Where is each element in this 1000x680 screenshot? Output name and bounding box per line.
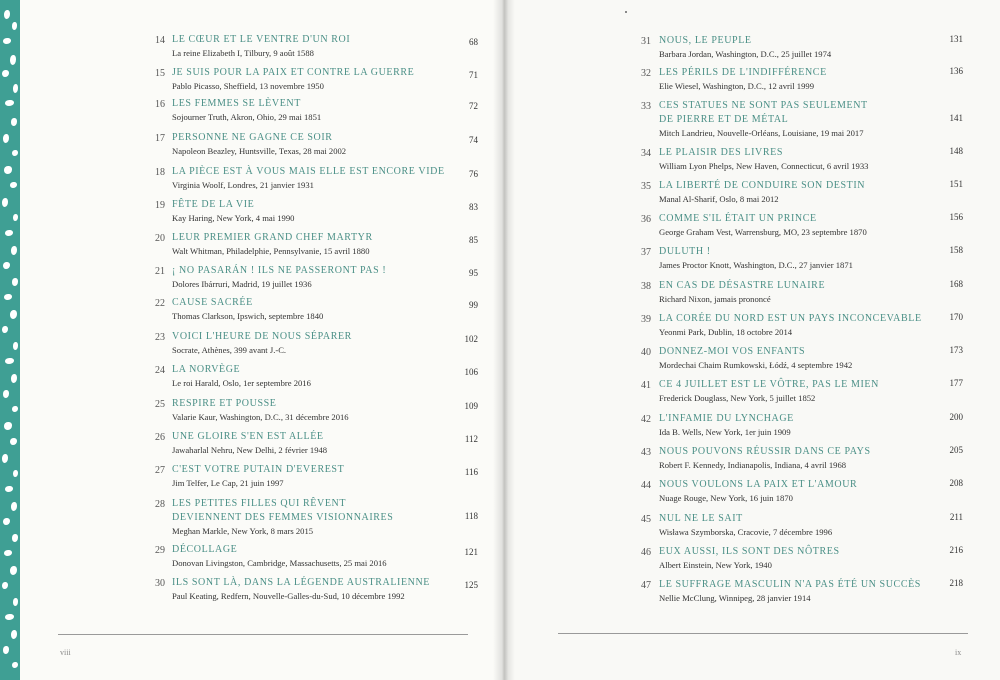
chapter-title: NOUS, LE PEUPLE xyxy=(659,35,752,46)
chapter-title: CE 4 JUILLET EST LE VÔTRE, PAS LE MIEN xyxy=(659,379,879,390)
page-number: 211 xyxy=(949,512,963,522)
chapter-number: 15 xyxy=(155,68,165,79)
chapter-number: 39 xyxy=(641,314,651,325)
chapter-number: 45 xyxy=(641,514,651,525)
pattern-blob xyxy=(11,374,17,383)
page-number: 116 xyxy=(464,467,478,477)
chapter-title: NOUS POUVONS RÉUSSIR DANS CE PAYS xyxy=(659,446,871,457)
chapter-title: LES PETITES FILLES QUI RÊVENT xyxy=(172,498,347,509)
pattern-blob xyxy=(11,246,17,255)
page-number: 168 xyxy=(949,279,963,289)
chapter-title: FÊTE DE LA VIE xyxy=(172,199,255,210)
chapter-title: LA NORVÈGE xyxy=(172,364,241,375)
chapter-number: 31 xyxy=(641,36,651,47)
page-number: 218 xyxy=(949,578,963,588)
pattern-blob xyxy=(11,118,17,126)
left-footer-rule xyxy=(58,634,468,635)
chapter-number: 18 xyxy=(155,167,165,178)
speaker-line: James Proctor Knott, Washington, D.C., 27 janvier 1871 xyxy=(659,260,853,270)
chapter-number: 41 xyxy=(641,380,651,391)
speaker-line: Jim Telfer, Le Cap, 21 juin 1997 xyxy=(172,478,284,488)
pattern-blob xyxy=(10,438,17,445)
chapter-number: 14 xyxy=(155,35,165,46)
chapter-title: JE SUIS POUR LA PAIX ET CONTRE LA GUERRE xyxy=(172,67,415,78)
chapter-title: LEUR PREMIER GRAND CHEF MARTYR xyxy=(172,232,373,243)
page-number: 208 xyxy=(949,478,963,488)
speaker-line: Virginia Woolf, Londres, 21 janvier 1931 xyxy=(172,180,314,190)
pattern-blob xyxy=(13,84,18,93)
page-number: 109 xyxy=(464,401,478,411)
speck xyxy=(625,11,627,13)
chapter-number: 19 xyxy=(155,200,165,211)
pattern-blob xyxy=(3,262,10,269)
chapter-title: COMME S'IL ÉTAIT UN PRINCE xyxy=(659,213,817,224)
speaker-line: Barbara Jordan, Washington, D.C., 25 juillet 1974 xyxy=(659,49,832,59)
pattern-blob xyxy=(5,230,13,236)
pattern-blob xyxy=(3,390,9,398)
chapter-title: DÉCOLLAGE xyxy=(172,544,238,555)
pattern-blob xyxy=(2,582,8,589)
pattern-blob xyxy=(2,454,8,463)
pattern-blob xyxy=(5,486,13,492)
chapter-title: LA LIBERTÉ DE CONDUIRE SON DESTIN xyxy=(659,180,866,191)
chapter-title: EN CAS DE DÉSASTRE LUNAIRE xyxy=(659,280,826,291)
chapter-number: 29 xyxy=(155,545,165,556)
page-number: 68 xyxy=(469,37,478,47)
pattern-blob xyxy=(4,10,10,19)
pattern-blob xyxy=(12,278,18,286)
speaker-line: Sojourner Truth, Akron, Ohio, 29 mai 1851 xyxy=(172,112,322,122)
speaker-line: Richard Nixon, jamais prononcé xyxy=(659,294,771,304)
pattern-blob xyxy=(5,358,14,364)
page-number: 121 xyxy=(464,547,478,557)
chapter-number: 47 xyxy=(641,580,651,591)
page-number: 74 xyxy=(469,135,478,145)
page-number: 216 xyxy=(949,545,963,555)
chapter-number: 32 xyxy=(641,68,651,79)
pattern-blob xyxy=(5,100,14,106)
pattern-blob xyxy=(2,326,8,333)
chapter-number: 24 xyxy=(155,365,165,376)
pattern-blob xyxy=(4,550,12,556)
speaker-line: Jawaharlal Nehru, New Delhi, 2 février 1948 xyxy=(172,445,328,455)
chapter-title: LA PIÈCE EST À VOUS MAIS ELLE EST ENCORE VIDE xyxy=(172,166,445,177)
pattern-blob xyxy=(10,55,16,65)
speaker-line: Paul Keating, Redfern, Nouvelle-Galles-du-Sud, 10 décembre 1992 xyxy=(172,591,405,601)
chapter-number: 36 xyxy=(641,214,651,225)
chapter-title: LE CŒUR ET LE VENTRE D'UN ROI xyxy=(172,34,351,45)
chapter-title-line2: DEVIENNENT DES FEMMES VISIONNAIRES xyxy=(172,512,394,523)
chapter-number: 20 xyxy=(155,233,165,244)
page-number: 170 xyxy=(949,312,963,322)
pattern-blob xyxy=(10,310,17,319)
speaker-line: Donovan Livingston, Cambridge, Massachusetts, 25 mai 2016 xyxy=(172,558,387,568)
speaker-line: Robert F. Kennedy, Indianapolis, Indiana, 4 avril 1968 xyxy=(659,460,847,470)
pattern-blob xyxy=(3,134,9,143)
chapter-number: 21 xyxy=(155,266,165,277)
pattern-blob xyxy=(2,70,9,77)
speaker-line: Ida B. Wells, New York, 1er juin 1909 xyxy=(659,427,791,437)
chapter-title: CES STATUES NE SONT PAS SEULEMENT xyxy=(659,100,868,111)
pattern-blob xyxy=(5,614,14,620)
chapter-title: C'EST VOTRE PUTAIN D'EVEREST xyxy=(172,464,345,475)
chapter-title: L'INFAMIE DU LYNCHAGE xyxy=(659,413,794,424)
page-number: 76 xyxy=(469,169,478,179)
speaker-line: Le roi Harald, Oslo, 1er septembre 2016 xyxy=(172,378,311,388)
page-number: 141 xyxy=(949,113,963,123)
pattern-blob xyxy=(13,598,18,606)
chapter-title: CAUSE SACRÉE xyxy=(172,297,253,308)
page-number: 112 xyxy=(464,434,478,444)
pattern-blob xyxy=(12,662,18,668)
speaker-line: Frederick Douglass, New York, 5 juillet 1852 xyxy=(659,393,816,403)
speaker-line: Dolores Ibárruri, Madrid, 19 juillet 1936 xyxy=(172,279,312,289)
speaker-line: Elie Wiesel, Washington, D.C., 12 avril 1999 xyxy=(659,81,814,91)
left-folio: viii xyxy=(60,648,71,657)
chapter-number: 42 xyxy=(641,414,651,425)
book-gutter xyxy=(493,0,515,680)
speaker-line: Mordechai Chaim Rumkowski, Łódź, 4 septembre 1942 xyxy=(659,360,853,370)
chapter-number: 37 xyxy=(641,247,651,258)
speaker-line: Meghan Markle, New York, 8 mars 2015 xyxy=(172,526,314,536)
pattern-blob xyxy=(11,502,17,511)
right-footer-rule xyxy=(558,633,968,634)
pattern-blob xyxy=(12,150,18,156)
pattern-blob xyxy=(4,166,12,174)
page-number: 177 xyxy=(949,378,963,388)
chapter-number: 35 xyxy=(641,181,651,192)
right-folio: ix xyxy=(955,648,962,657)
chapter-number: 40 xyxy=(641,347,651,358)
chapter-title: NUL NE LE SAIT xyxy=(659,513,743,524)
speaker-line: Pablo Picasso, Sheffield, 13 novembre 1950 xyxy=(172,81,324,91)
chapter-number: 30 xyxy=(155,578,165,589)
page-number: 131 xyxy=(949,34,963,44)
chapter-title: ¡ NO PASARÁN ! ILS NE PASSERONT PAS ! xyxy=(172,265,387,276)
chapter-number: 16 xyxy=(155,99,165,110)
chapter-title: ILS SONT LÀ, DANS LA LÉGENDE AUSTRALIENNE xyxy=(172,577,431,588)
chapter-number: 23 xyxy=(155,332,165,343)
speaker-line: Mitch Landrieu, Nouvelle-Orléans, Louisiane, 19 mai 2017 xyxy=(659,128,864,138)
page-number: 118 xyxy=(464,511,478,521)
chapter-title: LES FEMMES SE LÈVENT xyxy=(172,98,301,109)
chapter-title: LA CORÉE DU NORD EST UN PAYS INCONCEVABLE xyxy=(659,313,922,324)
speaker-line: Napoleon Beazley, Huntsville, Texas, 28 mai 2002 xyxy=(172,146,347,156)
chapter-number: 25 xyxy=(155,399,165,410)
speaker-line: Thomas Clarkson, Ipswich, septembre 1840 xyxy=(172,311,324,321)
page-number: 85 xyxy=(469,235,478,245)
speaker-line: Nuage Rouge, New York, 16 juin 1870 xyxy=(659,493,793,503)
speaker-line: Kay Haring, New York, 4 mai 1990 xyxy=(172,213,295,223)
pattern-blob xyxy=(11,630,17,639)
chapter-number: 17 xyxy=(155,133,165,144)
speaker-line: George Graham Vest, Warrensburg, MO, 23 septembre 1870 xyxy=(659,227,867,237)
chapter-title: LES PÉRILS DE L'INDIFFÉRENCE xyxy=(659,67,827,78)
page-number: 136 xyxy=(949,66,963,76)
speaker-line: Wisława Szymborska, Cracovie, 7 décembre 1996 xyxy=(659,527,833,537)
pattern-blob xyxy=(3,646,9,654)
chapter-number: 28 xyxy=(155,499,165,510)
chapter-number: 44 xyxy=(641,480,651,491)
page-number: 102 xyxy=(464,334,478,344)
page-number: 83 xyxy=(469,202,478,212)
chapter-number: 38 xyxy=(641,281,651,292)
chapter-number: 34 xyxy=(641,148,651,159)
pattern-blob xyxy=(13,214,18,221)
page-number: 205 xyxy=(949,445,963,455)
page-number: 99 xyxy=(469,300,478,310)
pattern-blob xyxy=(13,342,18,350)
pattern-blob xyxy=(4,294,12,300)
speaker-line: La reine Elizabeth I, Tilbury, 9 août 1588 xyxy=(172,48,314,58)
page-number: 106 xyxy=(464,367,478,377)
speaker-line: Walt Whitman, Philadelphie, Pennsylvanie, 15 avril 1880 xyxy=(172,246,370,256)
chapter-title-line2: DE PIERRE ET DE MÉTAL xyxy=(659,114,789,125)
chapter-title: PERSONNE NE GAGNE CE SOIR xyxy=(172,132,333,143)
chapter-number: 26 xyxy=(155,432,165,443)
pattern-blob xyxy=(12,22,17,30)
pattern-blob xyxy=(13,470,18,477)
right-page xyxy=(503,0,1000,680)
chapter-title: EUX AUSSI, ILS SONT DES NÔTRES xyxy=(659,546,840,557)
chapter-title: LE SUFFRAGE MASCULIN N'A PAS ÉTÉ UN SUCCÈS xyxy=(659,579,921,590)
pattern-blob xyxy=(12,406,18,412)
speaker-line: Manal Al-Sharif, Oslo, 8 mai 2012 xyxy=(659,194,779,204)
pattern-blob xyxy=(10,182,17,188)
chapter-title: DONNEZ-MOI VOS ENFANTS xyxy=(659,346,806,357)
speaker-line: Albert Einstein, New York, 1940 xyxy=(659,560,772,570)
pattern-blob xyxy=(2,198,8,207)
speaker-line: Nellie McClung, Winnipeg, 28 janvier 1914 xyxy=(659,593,811,603)
page-number: 200 xyxy=(949,412,963,422)
chapter-title: RESPIRE ET POUSSE xyxy=(172,398,277,409)
pattern-blob xyxy=(12,534,18,542)
speaker-line: Valarie Kaur, Washington, D.C., 31 décembre 2016 xyxy=(172,412,349,422)
pattern-blob xyxy=(10,566,17,575)
pattern-blob xyxy=(3,38,11,44)
page-number: 95 xyxy=(469,268,478,278)
page-number: 125 xyxy=(464,580,478,590)
page-number: 72 xyxy=(469,101,478,111)
speaker-line: Yeonmi Park, Dublin, 18 octobre 2014 xyxy=(659,327,793,337)
speaker-line: William Lyon Phelps, New Haven, Connecticut, 6 avril 1933 xyxy=(659,161,869,171)
chapter-number: 33 xyxy=(641,101,651,112)
chapter-title: VOICI L'HEURE DE NOUS SÉPARER xyxy=(172,331,352,342)
chapter-title: UNE GLOIRE S'EN EST ALLÉE xyxy=(172,431,324,442)
chapter-title: NOUS VOULONS LA PAIX ET L'AMOUR xyxy=(659,479,858,490)
page-number: 71 xyxy=(469,70,478,80)
speaker-line: Socrate, Athènes, 399 avant J.-C. xyxy=(172,345,287,355)
chapter-number: 27 xyxy=(155,465,165,476)
chapter-title: LE PLAISIR DES LIVRES xyxy=(659,147,783,158)
page-number: 173 xyxy=(949,345,963,355)
chapter-number: 46 xyxy=(641,547,651,558)
page-number: 148 xyxy=(949,146,963,156)
page-number: 158 xyxy=(949,245,963,255)
page-number: 151 xyxy=(949,179,963,189)
pattern-blob xyxy=(4,422,12,430)
chapter-title: DULUTH ! xyxy=(659,246,711,257)
chapter-number: 22 xyxy=(155,298,165,309)
chapter-number: 43 xyxy=(641,447,651,458)
decorative-pattern-strip xyxy=(0,0,20,680)
page-number: 156 xyxy=(949,212,963,222)
pattern-blob xyxy=(3,518,10,525)
